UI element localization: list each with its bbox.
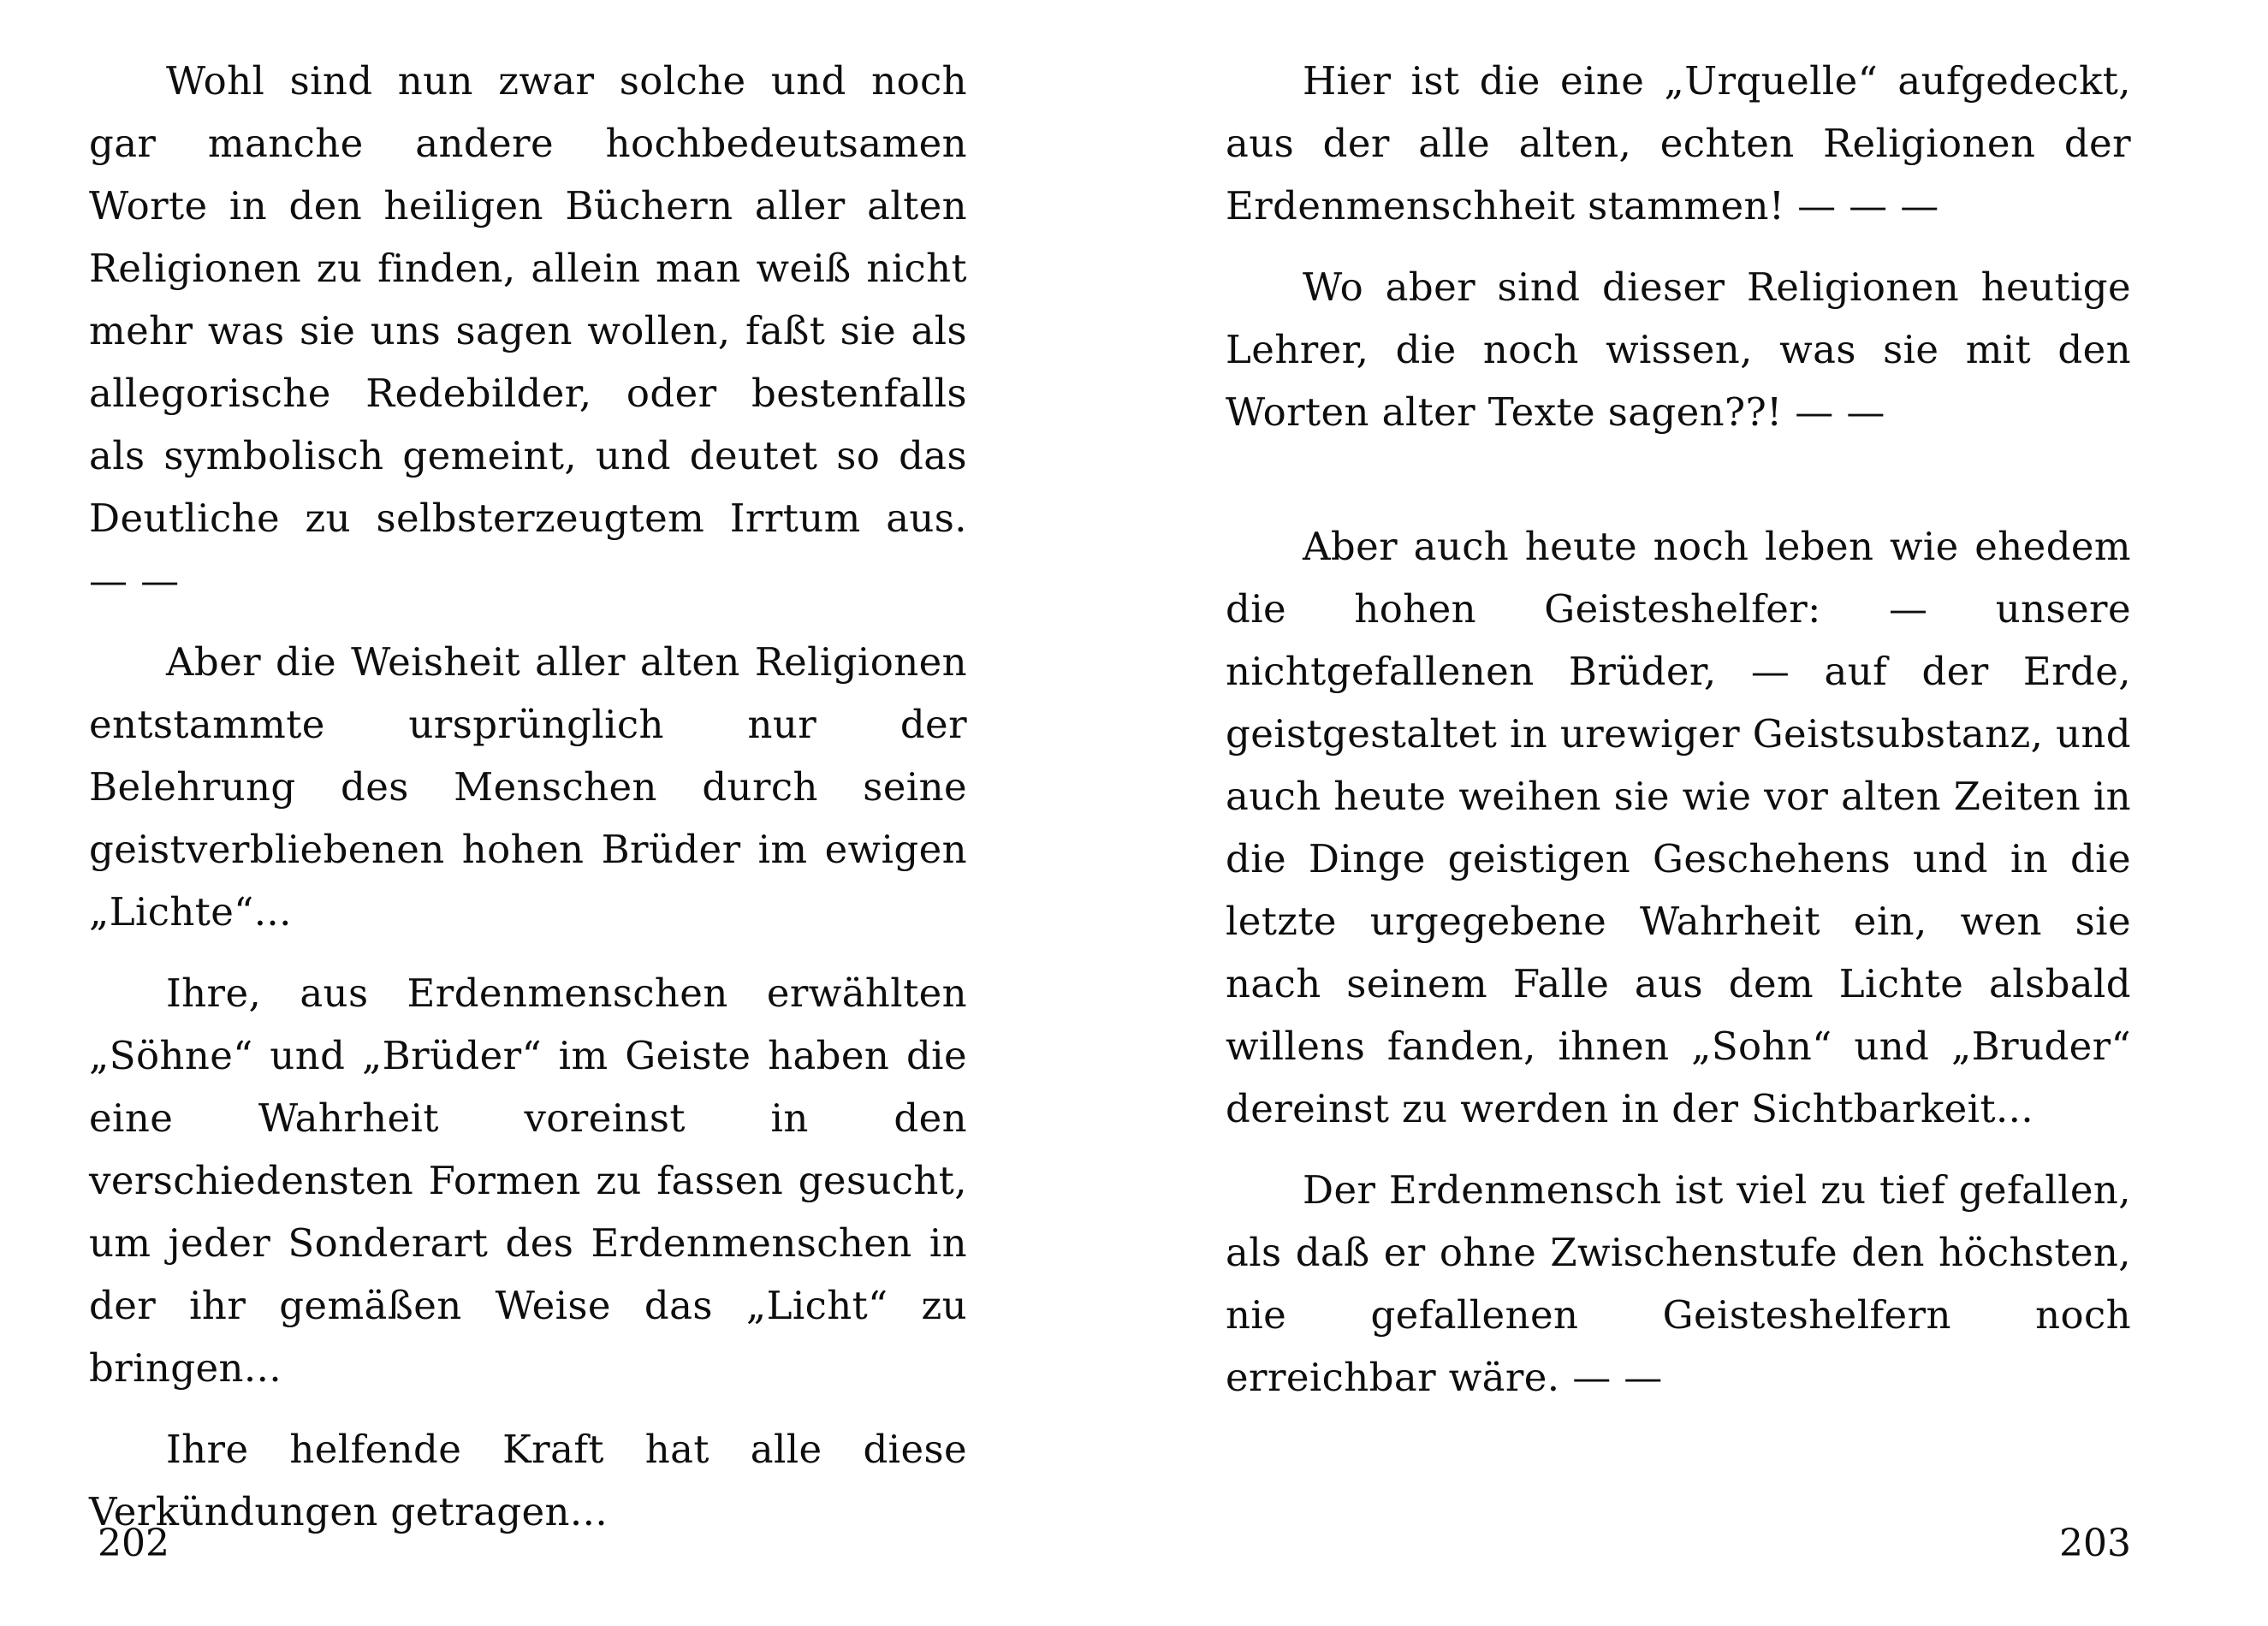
book-gutter	[1134, 0, 1135, 1626]
left-page-text	[89, 50, 967, 1565]
paragraph: Ihre helfende Kraft hat alle diese Verkündungen getragen...	[89, 1427, 967, 1534]
paragraph: Wohl sind nun zwar solche und noch gar manche andere hochbedeutsamen Worte in den heiligen Büchern aller alten Religionen zu finden, allein man weiß nicht mehr was sie uns sagen wollen, faßt sie als allegorische Redebilder, oder bestenfalls als symbolisch gemeint, und deutet so das Deutliche zu selbsterzeugtem Irrtum aus. — —	[89, 58, 967, 603]
paragraph: Aber auch heute noch leben wie ehedem die hohen Geisteshelfer: — unsere nichtgefallenen Brüder, — auf der Erde, geistgestaltet in urewiger Geistsubstanz, und auch heute weihen sie wie vor alten Zeiten in die Dinge geistigen Geschehens und in die letzte urgegebene Wahrheit ein, wen sie nach seinem Falle aus dem Lichte alsbald willens fanden, ihnen „Sohn“ und „Bruder“ dereinst zu werden in der Sichtbarkeit...	[1226, 524, 2132, 1131]
paragraph: Der Erdenmensch ist viel zu tief gefallen, als daß er ohne Zwischenstufe den höchsten, nie gefallenen Geisteshelfern noch erreichbar wäre. — —	[1226, 1167, 2131, 1400]
paragraph: Aber die Weisheit aller alten Religionen entstammte ursprünglich nur der Belehrung des Menschen durch seine geistverbliebenen hohen Brüder im ewigen „Lichte“...	[89, 639, 967, 935]
page-number: 202	[98, 1522, 169, 1565]
paragraph: Hier ist die eine „Urquelle“ aufgedeckt, aus der alle alten, echten Religionen der Erdenmenschheit stammen! — — —	[1226, 58, 2131, 228]
right-page	[1226, 0, 2131, 1626]
left-page	[89, 0, 967, 1626]
paragraph: Ihre, aus Erdenmenschen erwählten „Söhne“ und „Brüder“ im Geiste haben die eine Wahrheit voreinst in den verschiedensten Formen zu fassen gesucht, um jeder Sonderart des Erdenmenschen in der ihr gemäßen Weise das „Licht“ zu bringen...	[89, 970, 967, 1391]
right-page-text	[1226, 50, 2131, 1427]
page-number: 203	[2059, 1522, 2131, 1565]
paragraph: Wo aber sind dieser Religionen heutige Lehrer, die noch wissen, was sie mit den Worten alter Texte sagen??! — —	[1226, 264, 2131, 435]
